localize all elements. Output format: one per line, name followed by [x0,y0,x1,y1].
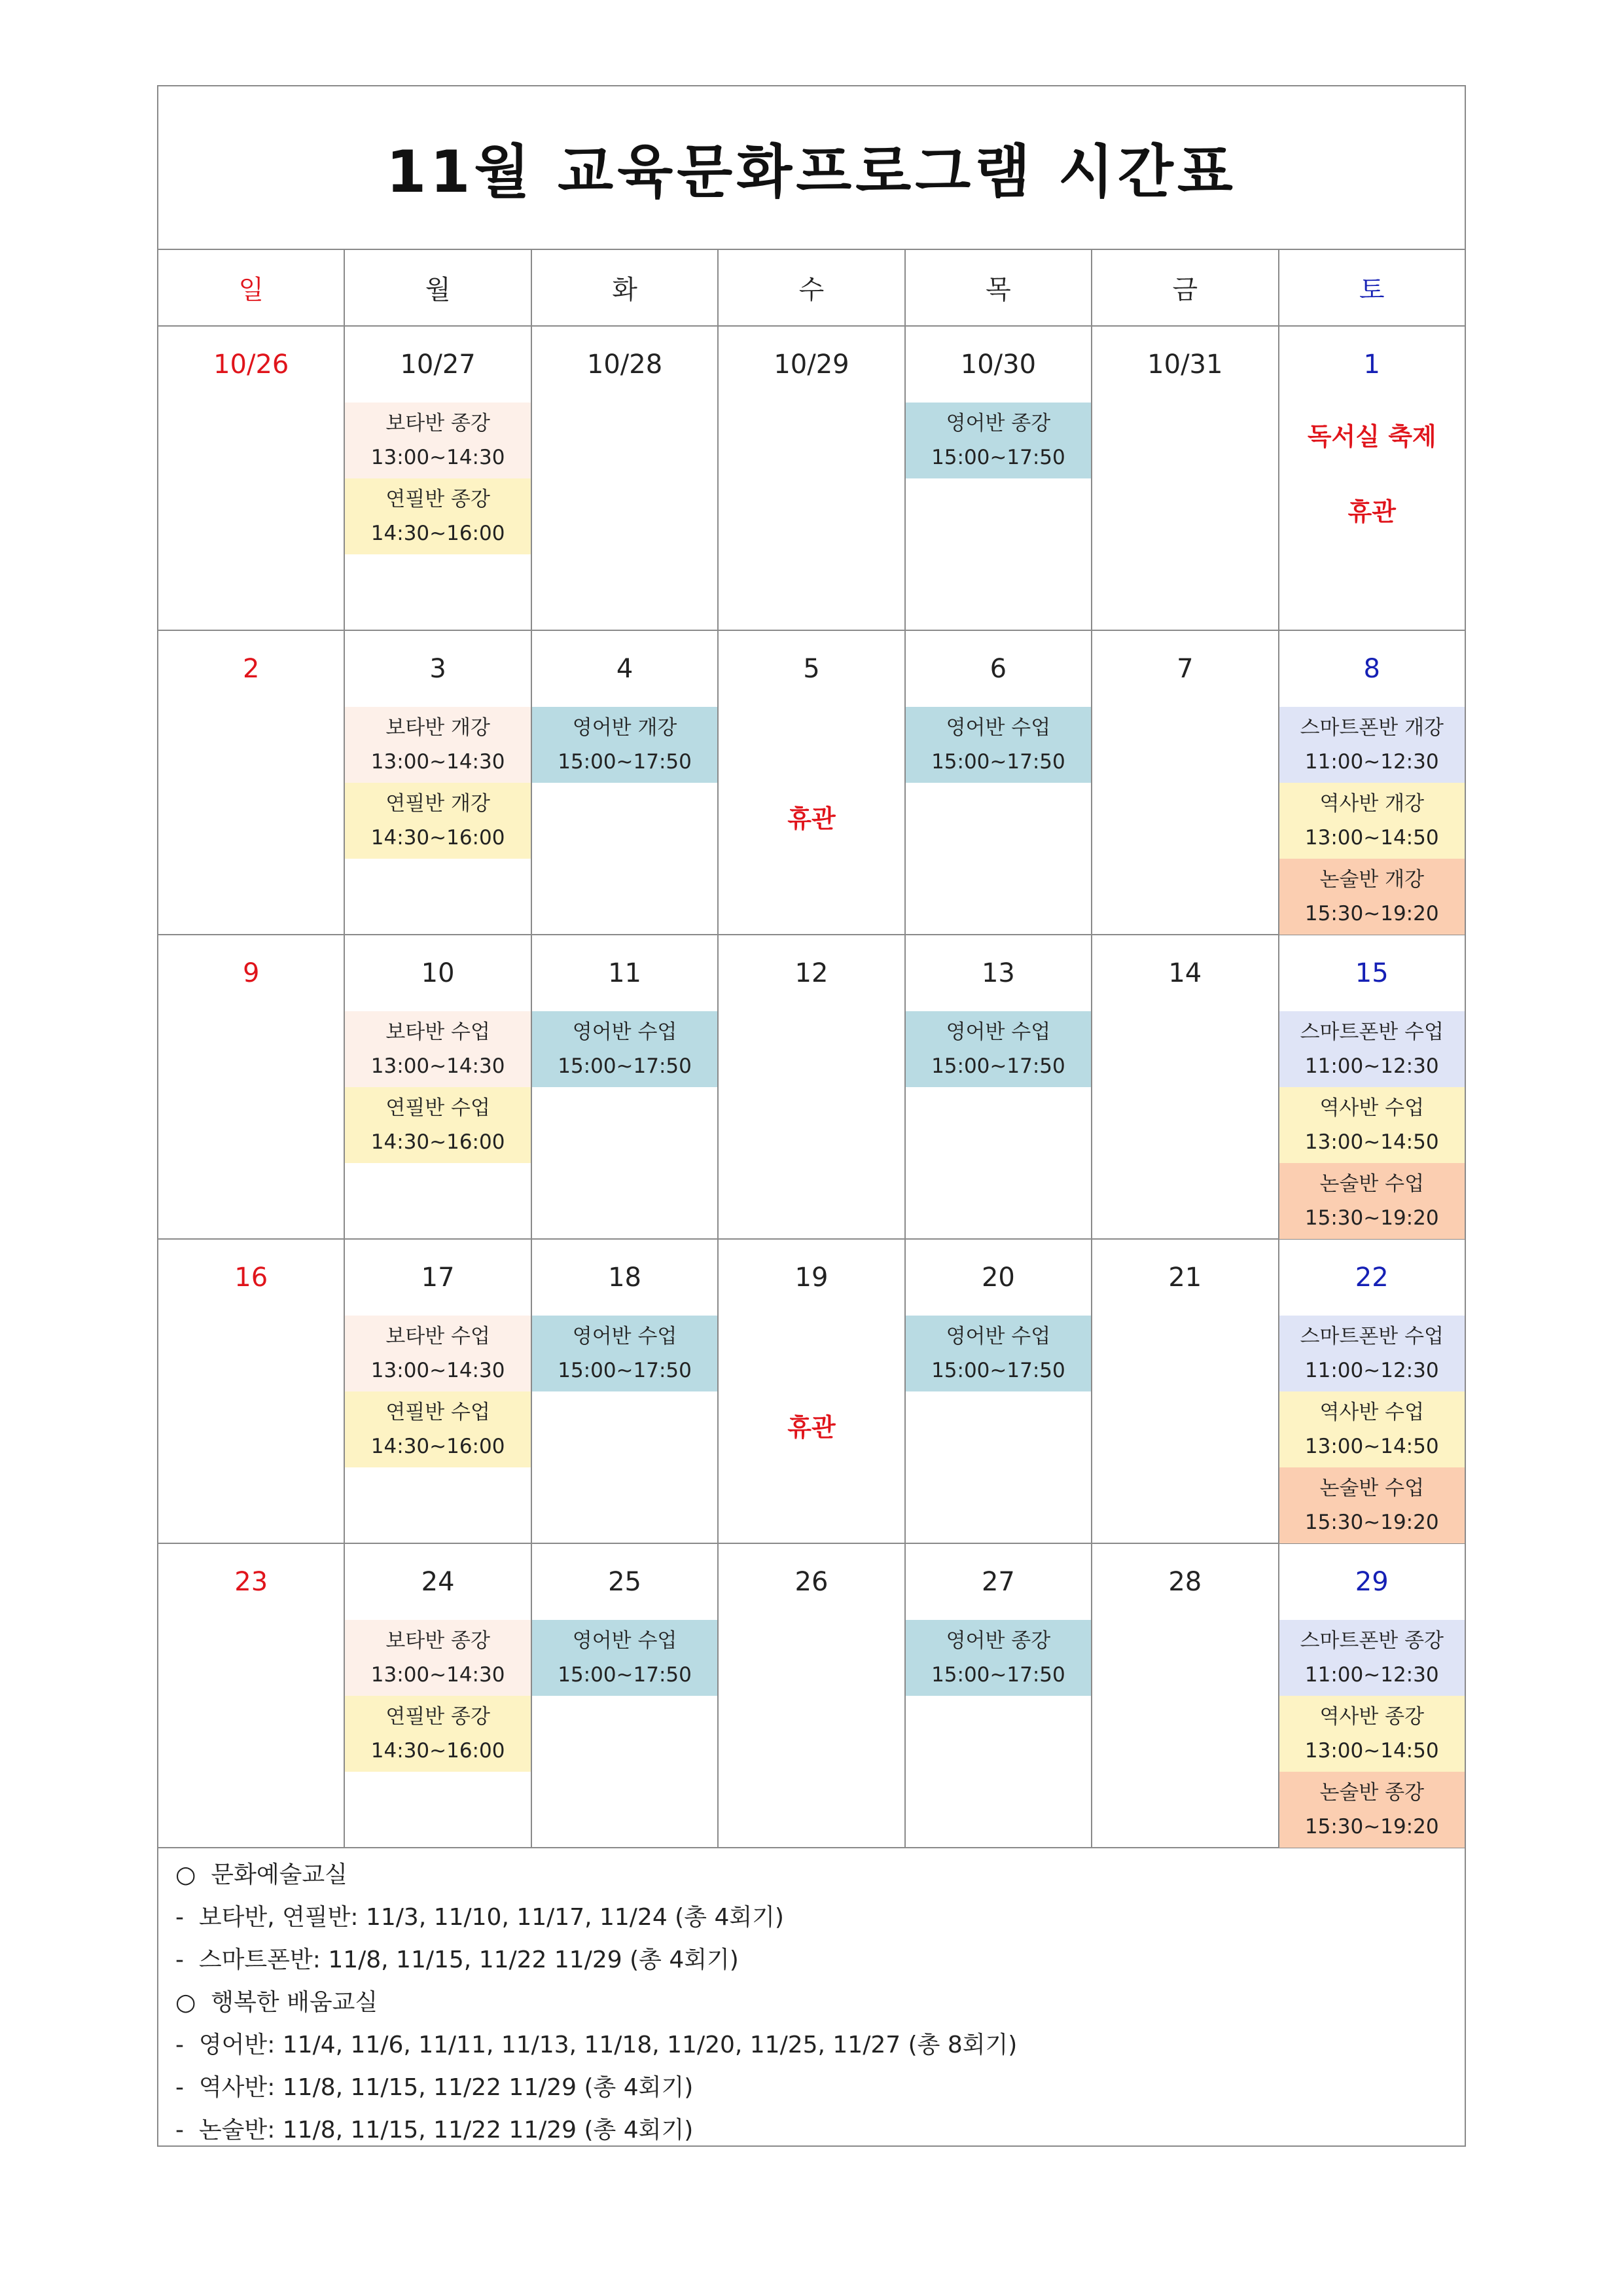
event-name: 연필반 종강 [385,488,490,511]
day-date: 10/28 [586,350,663,380]
schedule-table [157,85,1466,2147]
day-cell [1092,631,1279,934]
day-date: 19 [794,1263,829,1293]
event-name: 보타반 종강 [385,1629,490,1653]
week-row [158,327,1465,631]
class-event [906,1316,1091,1391]
week-row [158,1240,1465,1544]
day-cell [906,935,1092,1238]
event-time: 15:30~19:20 [1304,1206,1439,1230]
class-event [1279,1011,1465,1087]
event-name: 논술반 수업 [1319,1172,1425,1196]
class-event [1279,1620,1465,1696]
event-name: 스마트폰반 수업 [1300,1020,1444,1044]
event-name: 보타반 개강 [385,716,490,740]
day-cell [345,327,531,630]
closure-note: 독서실 축제 [1307,422,1436,451]
day-date: 28 [1168,1567,1202,1597]
day-date: 10/29 [774,350,849,380]
class-event [345,478,530,554]
day-cell [345,1544,531,1847]
class-event [345,707,530,783]
closure-note: 휴관 [787,1413,836,1442]
day-cell [158,327,345,630]
event-time: 11:00~12:30 [1304,1054,1439,1078]
class-event [345,1087,530,1163]
footnote-line: - 스마트폰반: 11/8, 11/15, 11/22 11/29 (총 4회기) [175,1946,739,1973]
class-event [906,1620,1091,1696]
day-date: 20 [981,1263,1015,1293]
day-date: 6 [990,654,1007,684]
footnote-line: - 보타반, 연필반: 11/3, 11/10, 11/17, 11/24 (총 4회기) [175,1904,784,1931]
day-cell [719,935,905,1238]
event-time: 13:00~14:30 [370,1663,505,1687]
event-time: 15:30~19:20 [1304,902,1439,925]
event-name: 보타반 수업 [385,1325,490,1348]
day-date: 12 [794,958,829,988]
day-cell [1092,327,1279,630]
event-name: 연필반 종강 [385,1705,490,1729]
day-date: 10 [421,958,455,988]
event-name: 논술반 수업 [1319,1477,1425,1500]
day-date: 25 [608,1567,641,1597]
day-cell [1279,1240,1465,1543]
event-time: 15:00~17:50 [931,446,1065,469]
day-cell [1279,935,1465,1238]
day-cell [158,935,345,1238]
class-event [532,1316,717,1391]
day-date: 17 [421,1263,455,1293]
event-name: 역사반 수업 [1319,1401,1425,1424]
event-name: 영어반 수업 [946,1020,1051,1044]
event-time: 11:00~12:30 [1304,1663,1439,1687]
day-date: 4 [616,654,633,684]
day-cell [906,631,1092,934]
event-name: 영어반 수업 [572,1629,677,1653]
event-time: 15:00~17:50 [931,1663,1065,1687]
week-row [158,631,1465,935]
event-name: 연필반 개강 [385,792,490,816]
day-of-week-header [158,250,1465,327]
day-date: 2 [242,654,260,684]
day-cell [1279,631,1465,934]
event-name: 보타반 종강 [385,412,490,435]
class-event [1279,1391,1465,1467]
event-name: 역사반 개강 [1319,792,1425,816]
class-event [906,1011,1091,1087]
class-event [906,707,1091,783]
event-name: 연필반 수업 [385,1096,490,1120]
event-time: 13:00~14:30 [370,446,505,469]
day-cell [532,631,719,934]
dow-saturday: 토 [1359,275,1385,305]
class-event [1279,859,1465,935]
day-cell [1092,935,1279,1238]
dow-thursday: 목 [906,250,1092,325]
class-event [1279,707,1465,783]
week-row [158,935,1465,1240]
footnote-line: - 영어반: 11/4, 11/6, 11/11, 11/13, 11/18, 11/20, 11/25, 11/27 (총 8회기) [175,2032,1018,2058]
day-cell [345,935,531,1238]
day-date: 23 [234,1567,268,1597]
event-name: 연필반 수업 [385,1401,490,1424]
event-time: 15:00~17:50 [931,1359,1065,1382]
class-event [1279,1163,1465,1239]
closure-note: 휴관 [1347,497,1396,526]
class-event [1279,1316,1465,1391]
day-cell [719,327,905,630]
event-name: 영어반 수업 [946,1325,1051,1348]
event-time: 15:00~17:50 [558,1663,692,1687]
day-date: 10/26 [213,350,289,380]
day-date: 9 [242,958,260,988]
event-time: 13:00~14:50 [1304,1435,1439,1458]
event-time: 14:30~16:00 [370,1739,505,1763]
day-date: 22 [1355,1263,1389,1293]
footnote-line: ○ 문화예술교실 [175,1861,348,1888]
dow-sunday: 일 [158,250,345,325]
class-event [532,1620,717,1696]
day-date: 13 [981,958,1015,988]
day-date: 21 [1168,1263,1202,1293]
event-name: 스마트폰반 개강 [1300,716,1444,740]
class-event [1279,1772,1465,1848]
day-date: 8 [1363,654,1380,684]
footnote-line: - 역사반: 11/8, 11/15, 11/22 11/29 (총 4회기) [175,2074,694,2101]
event-time: 13:00~14:30 [370,1359,505,1382]
event-time: 15:30~19:20 [1304,1815,1439,1839]
day-date: 10/27 [400,350,476,380]
event-name: 스마트폰반 종강 [1300,1629,1444,1653]
day-cell [906,1544,1092,1847]
week-row [158,1544,1465,1848]
day-date: 15 [1355,958,1389,988]
event-name: 역사반 종강 [1319,1705,1425,1729]
day-cell [906,1240,1092,1543]
class-event [532,707,717,783]
event-name: 영어반 수업 [572,1020,677,1044]
day-date: 16 [234,1263,268,1293]
day-cell [719,1544,905,1847]
event-name: 영어반 개강 [572,716,677,740]
dow-monday: 월 [345,250,531,325]
event-name: 역사반 수업 [1319,1096,1425,1120]
day-cell [1279,327,1465,630]
day-date: 27 [981,1567,1015,1597]
class-event [1279,783,1465,859]
day-date: 10/30 [960,350,1037,380]
event-name: 논술반 종강 [1319,1781,1425,1804]
event-time: 13:00~14:50 [1304,826,1439,850]
event-name: 영어반 종강 [946,1629,1051,1653]
footnote-line: ○ 행복한 배움교실 [175,1989,378,2016]
day-cell [532,935,719,1238]
dow-friday: 금 [1092,250,1279,325]
day-cell [1279,1544,1465,1847]
day-cell [345,631,531,934]
day-cell [532,327,719,630]
calendar-weeks [158,327,1465,1848]
day-cell [345,1240,531,1543]
day-cell [1092,1240,1279,1543]
class-event [345,1696,530,1772]
footnotes [158,1848,1465,2147]
class-event [345,403,530,478]
day-date: 29 [1355,1567,1389,1597]
day-date: 3 [429,654,446,684]
class-event [532,1011,717,1087]
event-name: 보타반 수업 [385,1020,490,1044]
day-cell [719,1240,905,1543]
class-event [1279,1467,1465,1543]
event-name: 논술반 개강 [1319,868,1425,891]
class-event [345,783,530,859]
event-time: 14:30~16:00 [370,1130,505,1154]
day-cell [719,631,905,934]
day-date: 18 [608,1263,641,1293]
day-date: 26 [794,1567,829,1597]
dow-tuesday: 화 [532,250,719,325]
event-name: 영어반 수업 [572,1325,677,1348]
class-event [906,403,1091,478]
event-time: 14:30~16:00 [370,1435,505,1458]
title-row [158,86,1465,250]
class-event [345,1391,530,1467]
footnote-line: - 논술반: 11/8, 11/15, 11/22 11/29 (총 4회기) [175,2117,694,2144]
event-time: 13:00~14:30 [370,750,505,774]
event-name: 영어반 수업 [946,716,1051,740]
event-time: 15:00~17:50 [558,1359,692,1382]
event-time: 15:00~17:50 [558,1054,692,1078]
day-date: 1 [1363,350,1380,380]
day-date: 7 [1177,654,1194,684]
day-cell [158,1240,345,1543]
event-time: 13:00~14:50 [1304,1739,1439,1763]
day-cell [158,631,345,934]
event-time: 14:30~16:00 [370,826,505,850]
event-time: 11:00~12:30 [1304,1359,1439,1382]
event-time: 15:00~17:50 [931,750,1065,774]
event-time: 11:00~12:30 [1304,750,1439,774]
class-event [345,1620,530,1696]
day-date: 5 [803,654,820,684]
closure-note: 휴관 [787,804,836,833]
day-date: 10/31 [1147,350,1223,380]
class-event [1279,1087,1465,1163]
day-date: 14 [1168,958,1202,988]
event-time: 15:30~19:20 [1304,1511,1439,1534]
event-time: 15:00~17:50 [558,750,692,774]
day-date: 24 [421,1567,455,1597]
class-event [1279,1696,1465,1772]
page-title: 11월 교육문화프로그램 시간표 [386,138,1237,206]
event-name: 영어반 종강 [946,412,1051,435]
class-event [345,1316,530,1391]
event-name: 스마트폰반 수업 [1300,1325,1444,1348]
day-cell [906,327,1092,630]
day-cell [532,1240,719,1543]
day-cell [1092,1544,1279,1847]
day-date: 11 [608,958,641,988]
event-time: 15:00~17:50 [931,1054,1065,1078]
event-time: 13:00~14:50 [1304,1130,1439,1154]
event-time: 13:00~14:30 [370,1054,505,1078]
day-cell [532,1544,719,1847]
dow-wednesday: 수 [719,250,905,325]
day-cell [158,1544,345,1847]
event-time: 14:30~16:00 [370,522,505,545]
class-event [345,1011,530,1087]
